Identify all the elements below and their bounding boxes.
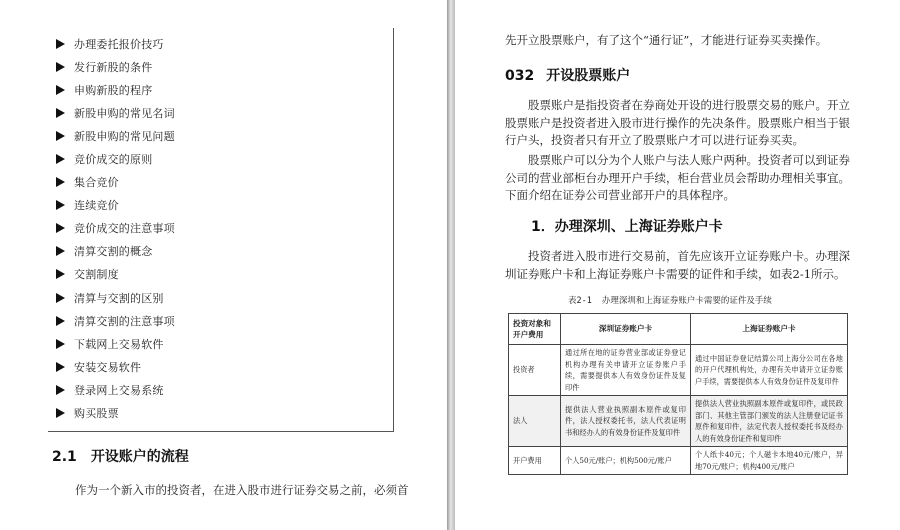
- table-caption-text: 办理深圳和上海证券账户卡需要的证件及手续: [601, 296, 772, 306]
- toc-item-label: 新股申购的常见问题: [74, 129, 175, 143]
- arrow-bullet-icon: [56, 62, 65, 72]
- toc-item: [56, 332, 175, 355]
- section-heading: [52, 446, 189, 466]
- table-cell: 个人50元/账户；机构500元/账户: [561, 447, 691, 475]
- toc-item-label: 清算交割的注意事项: [74, 314, 175, 328]
- chapter-number: 032: [505, 68, 535, 84]
- toc-item: [56, 240, 175, 263]
- table-header-cell: 投资对象和开户费用: [509, 314, 561, 345]
- toc-item-label: 竞价成交的原则: [74, 153, 153, 167]
- arrow-bullet-icon: [56, 246, 65, 256]
- toc-item-label: 登录网上交易系统: [74, 383, 164, 397]
- chapter-heading: [505, 65, 630, 85]
- toc-item-label: 购买股票: [74, 407, 119, 421]
- table-row: [509, 447, 848, 475]
- toc-item-label: 下载网上交易软件: [74, 337, 164, 351]
- body-paragraph: 股票账户是指投资者在券商处开设的进行股票交易的账户。开立股票账户是投资者进入股市进行操作的先决条件。股票账户相当于银行户头，投资者只有开立了股票账户才可以进行证券买卖。: [505, 98, 850, 147]
- arrow-bullet-icon: [56, 339, 65, 349]
- toc-item: [56, 309, 175, 332]
- table-cell: 通过中国证券登记结算公司上海分公司在各地的开户代理机构处，办理有关申请开立证券账户手续，需要提供本人有效身份证件及复印件: [691, 345, 848, 396]
- toc-item-label: 竞价成交的注意事项: [74, 222, 175, 236]
- toc-list: [56, 32, 175, 425]
- toc-item: [56, 101, 175, 124]
- left-page: [0, 0, 447, 530]
- section-number: 2.1: [52, 449, 77, 465]
- book-gutter: [447, 0, 455, 530]
- arrow-bullet-icon: [56, 293, 65, 303]
- continued-paragraph: 先开立股票账户，有了这个“通行证”，才能进行证券买卖操作。: [505, 33, 828, 47]
- table-cell: 个人纸卡40元；个人磁卡本地40元/账户，异地70元/账户；机构400元/账户: [691, 447, 848, 475]
- toc-item-label: 办理委托报价技巧: [74, 37, 164, 51]
- toc-item: [56, 55, 175, 78]
- table-cell: 通过所在地的证券营业部或证券登记机构办理有关申请开立证券账户手续，需要提供本人有效身份证件及复印件: [561, 345, 691, 396]
- table-header-row: [509, 314, 848, 345]
- arrow-bullet-icon: [56, 223, 65, 233]
- arrow-bullet-icon: [56, 177, 65, 187]
- toc-item: [56, 147, 175, 170]
- table-header-cell: 深圳证券账户卡: [561, 314, 691, 345]
- table-cell: 提供法人营业执照副本原件或复印件，法人授权委托书，法人代表证明书和经办人的有效身份证件及复印件: [561, 396, 691, 447]
- toc-item-label: 新股申购的常见名词: [74, 106, 175, 120]
- toc-item-label: 发行新股的条件: [74, 60, 153, 74]
- body-paragraph: 股票账户可以分为个人账户与法人账户两种。投资者可以到证券公司的营业部柜台办理开户手续，柜台营业员会帮助办理相关事宜。下面介绍在证券公司营业部开户的具体程序。: [505, 153, 850, 202]
- toc-item-label: 连续竞价: [74, 199, 119, 213]
- arrow-bullet-icon: [56, 408, 65, 418]
- table-header-cell: 上海证券账户卡: [691, 314, 848, 345]
- arrow-bullet-icon: [56, 131, 65, 141]
- account-requirements-table: [508, 313, 848, 475]
- table-row: [509, 396, 848, 447]
- toc-item-label: 申购新股的程序: [74, 83, 153, 97]
- arrow-bullet-icon: [56, 154, 65, 164]
- toc-item: [56, 171, 175, 194]
- body-paragraph: 投资者进入股市进行交易前，首先应该开立证券账户卡。办理深圳证券账户卡和上海证券账户卡需要的证件和手续，如表2-1所示。: [505, 249, 850, 281]
- toc-item-label: 安装交易软件: [74, 360, 142, 374]
- toc-item: [56, 32, 175, 55]
- toc-item: [56, 124, 175, 147]
- subsection-heading: 1．办理深圳、上海证券账户卡: [531, 219, 723, 235]
- section-title: 开设账户的流程: [90, 449, 189, 465]
- table-row-label: 开户费用: [509, 447, 561, 475]
- arrow-bullet-icon: [56, 385, 65, 395]
- toc-item-label: 清算与交割的区别: [74, 291, 164, 305]
- table-caption-number: 表2-1: [568, 296, 592, 306]
- right-page: [455, 0, 900, 530]
- toc-item: [56, 286, 175, 309]
- toc-item: [56, 194, 175, 217]
- body-paragraph: 作为一个新入市的投资者，在进入股市进行证券交易之前，必须首: [75, 483, 409, 497]
- toc-item-label: 集合竞价: [74, 176, 119, 190]
- arrow-bullet-icon: [56, 108, 65, 118]
- toc-item: [56, 402, 175, 425]
- toc-item: [56, 78, 175, 101]
- toc-item-label: 交割制度: [74, 268, 119, 282]
- table-caption: [568, 294, 772, 306]
- table-row-label: 法人: [509, 396, 561, 447]
- table-row: [509, 345, 848, 396]
- arrow-bullet-icon: [56, 362, 65, 372]
- arrow-bullet-icon: [56, 39, 65, 49]
- arrow-bullet-icon: [56, 200, 65, 210]
- table-cell: 提供法人营业执照副本原件或复印件，或民政部门、其他主管部门颁发的法人注册登记证书原件和复印件，法定代表人授权委托书及经办人的有效身份证件和复印件: [691, 396, 848, 447]
- toc-item: [56, 378, 175, 401]
- table-row-label: 投资者: [509, 345, 561, 396]
- arrow-bullet-icon: [56, 316, 65, 326]
- toc-item: [56, 263, 175, 286]
- toc-item: [56, 217, 175, 240]
- toc-item-label: 清算交割的概念: [74, 245, 153, 259]
- arrow-bullet-icon: [56, 269, 65, 279]
- arrow-bullet-icon: [56, 85, 65, 95]
- toc-item: [56, 355, 175, 378]
- chapter-title: 开设股票账户: [546, 68, 631, 84]
